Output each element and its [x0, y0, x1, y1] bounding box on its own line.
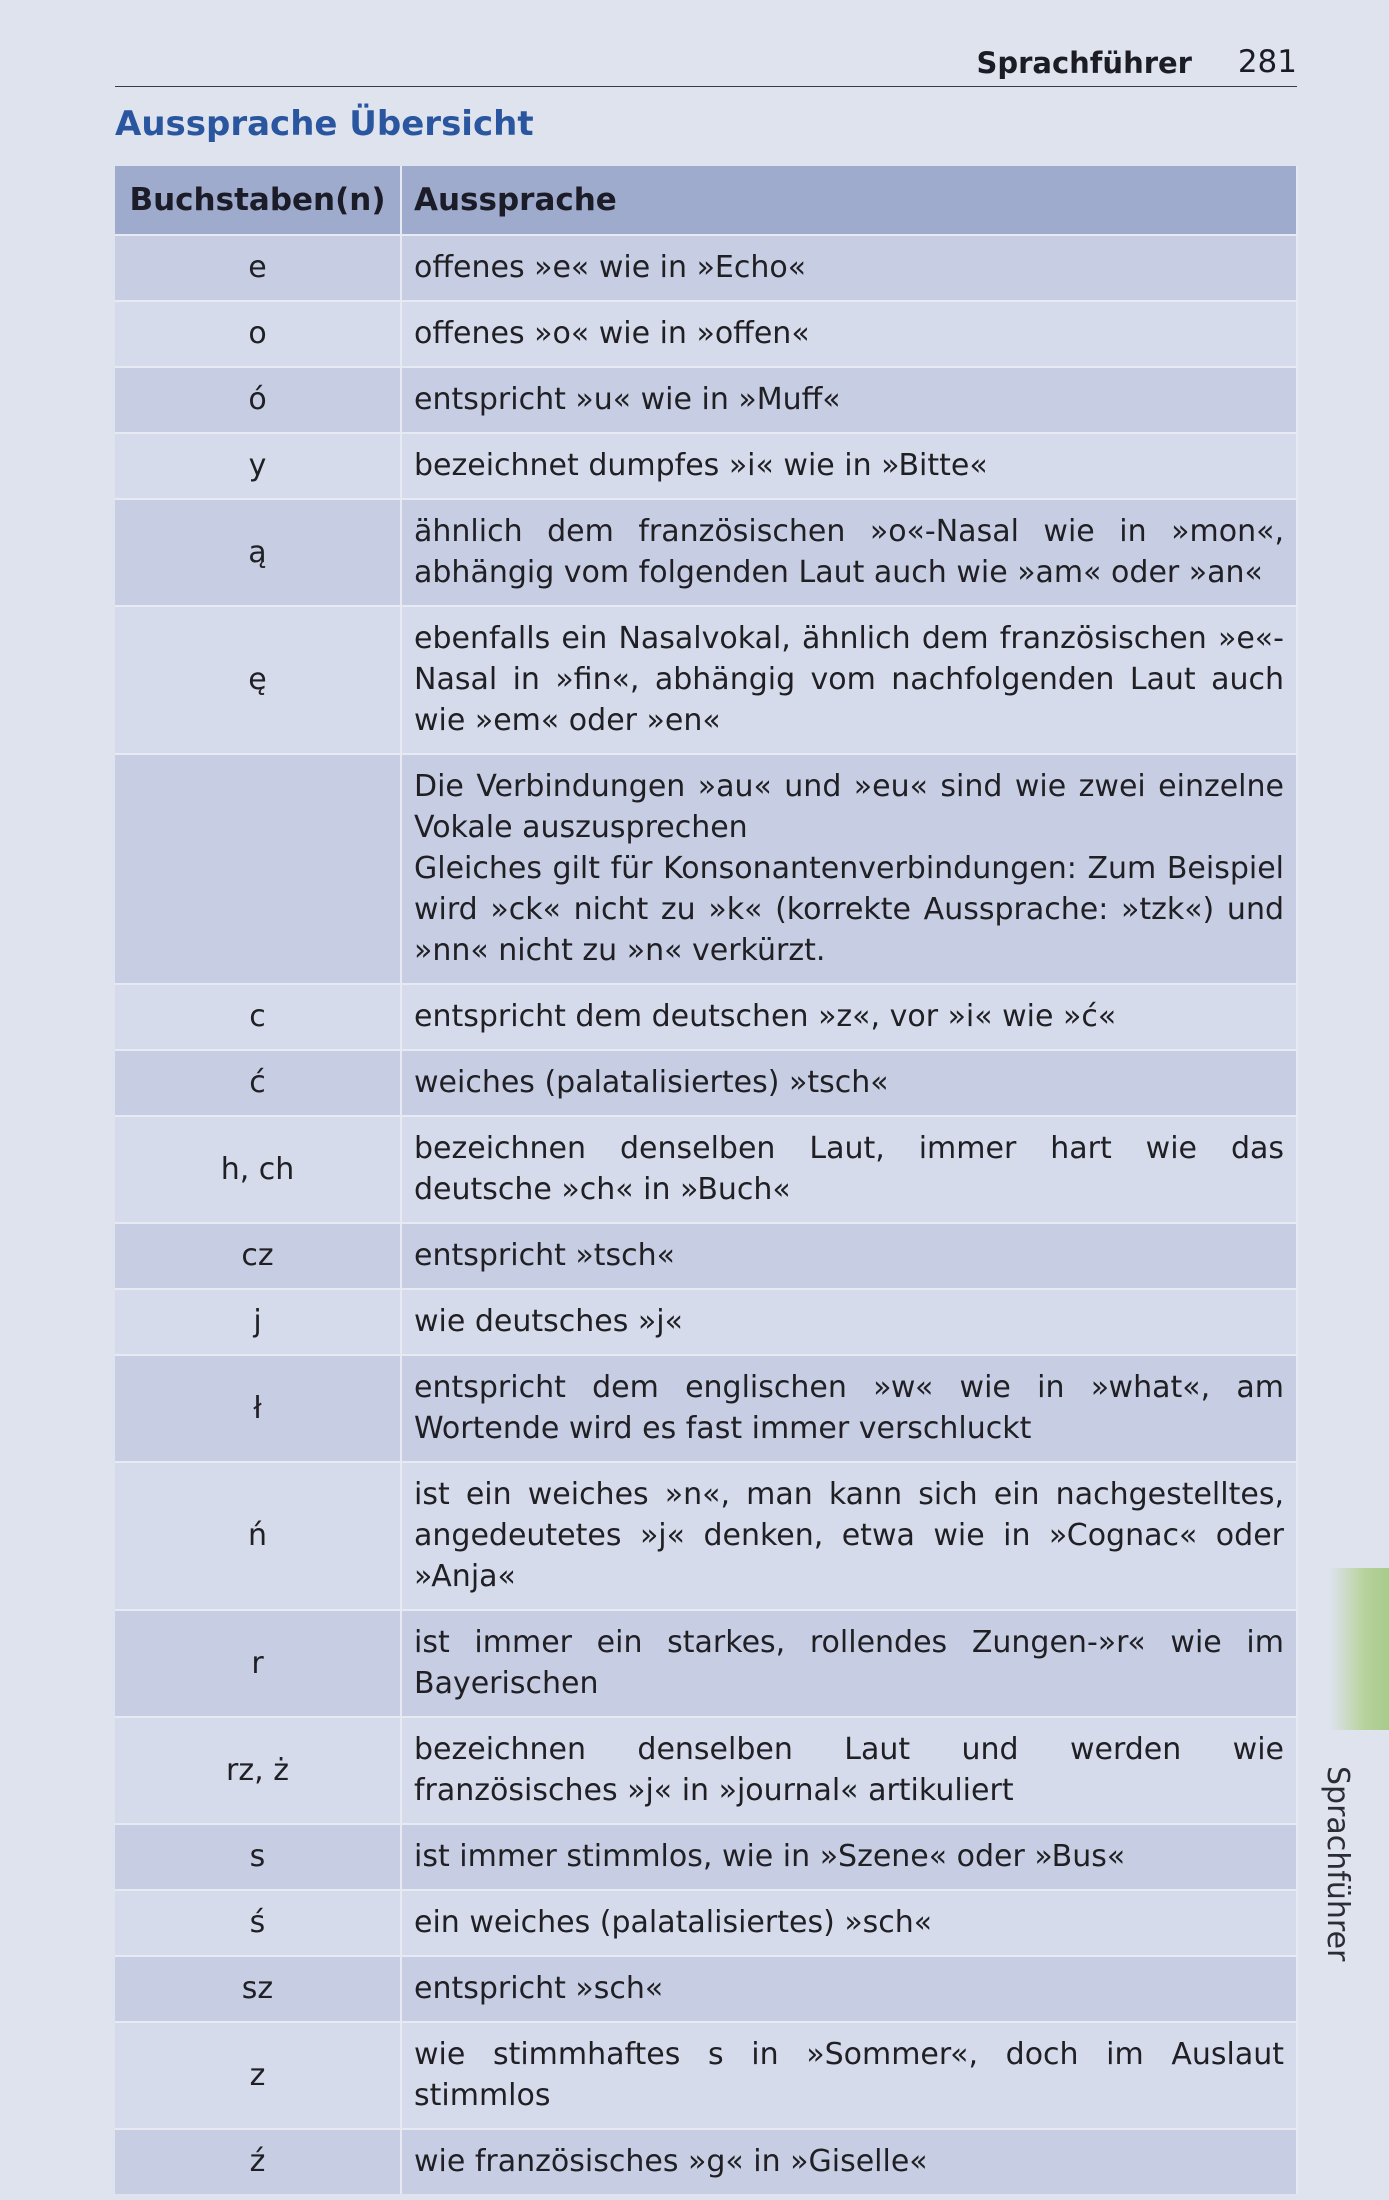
table-row	[115, 984, 1297, 1050]
pronunciation-cell: ist ein weiches »n«, man kann sich ein nachgestelltes, angedeutetes »j« denken, etwa wie in »Cognac« oder »Anja«	[401, 1462, 1297, 1610]
table-row	[115, 1050, 1297, 1116]
letter-cell: sz	[115, 1956, 401, 2022]
letter-cell: h, ch	[115, 1116, 401, 1223]
table-row	[115, 1610, 1297, 1717]
table-row	[115, 1116, 1297, 1223]
pronunciation-cell: entspricht dem deutschen »z«, vor »i« wie »ć«	[401, 984, 1297, 1050]
letter-cell: ń	[115, 1462, 401, 1610]
page-number: 281	[1237, 44, 1297, 80]
table-row	[115, 1462, 1297, 1610]
column-header-letters: Buchstaben(n)	[115, 166, 401, 235]
running-header	[115, 40, 1297, 87]
table-row	[115, 1890, 1297, 1956]
table-header-row	[115, 166, 1297, 235]
table-row	[115, 367, 1297, 433]
pronunciation-cell: offenes »e« wie in »Echo«	[401, 235, 1297, 301]
table-row	[115, 235, 1297, 301]
table-row	[115, 301, 1297, 367]
table-body	[115, 235, 1297, 2194]
pronunciation-cell: ebenfalls ein Nasalvokal, ähnlich dem französischen »e«-Nasal in »fin«, abhängig vom nachfolgenden Laut auch wie »em« oder »en«	[401, 606, 1297, 754]
table-row	[115, 606, 1297, 754]
pronunciation-table	[115, 166, 1298, 2194]
letter-cell: r	[115, 1610, 401, 1717]
letter-cell: o	[115, 301, 401, 367]
table-row	[115, 499, 1297, 606]
pronunciation-cell: wie stimmhaftes s in »Sommer«, doch im Auslaut stimmlos	[401, 2022, 1297, 2129]
letter-cell: ź	[115, 2129, 401, 2194]
pronunciation-cell: ein weiches (palatalisiertes) »sch«	[401, 1890, 1297, 1956]
table-row	[115, 1223, 1297, 1289]
pronunciation-cell: entspricht »u« wie in »Muff«	[401, 367, 1297, 433]
pronunciation-cell: bezeichnen denselben Laut, immer hart wie das deutsche »ch« in »Buch«	[401, 1116, 1297, 1223]
pronunciation-cell: entspricht dem englischen »w« wie in »what«, am Wortende wird es fast immer verschluckt	[401, 1355, 1297, 1462]
side-tab-label: Sprachführer	[1320, 1766, 1355, 1962]
pronunciation-cell: bezeichnen denselben Laut und werden wie französisches »j« in »journal« artikuliert	[401, 1717, 1297, 1824]
table-row	[115, 1289, 1297, 1355]
letter-cell: j	[115, 1289, 401, 1355]
table-row	[115, 433, 1297, 499]
pronunciation-cell: wie deutsches »j«	[401, 1289, 1297, 1355]
letter-cell: ś	[115, 1890, 401, 1956]
table-row	[115, 1956, 1297, 2022]
letter-cell: y	[115, 433, 401, 499]
letter-cell: c	[115, 984, 401, 1050]
letter-cell: s	[115, 1824, 401, 1890]
pronunciation-cell: ist immer stimmlos, wie in »Szene« oder »Bus«	[401, 1824, 1297, 1890]
pronunciation-cell: entspricht »sch«	[401, 1956, 1297, 2022]
side-thumb-tab	[1329, 1568, 1389, 1730]
pronunciation-cell: weiches (palatalisiertes) »tsch«	[401, 1050, 1297, 1116]
table-row	[115, 2129, 1297, 2194]
letter-cell: ę	[115, 606, 401, 754]
letter-cell: ą	[115, 499, 401, 606]
table-row	[115, 2022, 1297, 2129]
letter-cell: ł	[115, 1355, 401, 1462]
letter-cell: ć	[115, 1050, 401, 1116]
table-row	[115, 1355, 1297, 1462]
pronunciation-cell: offenes »o« wie in »offen«	[401, 301, 1297, 367]
section-title: Aussprache Übersicht	[115, 104, 534, 144]
pronunciation-cell: ist immer ein starkes, rollendes Zungen-»r« wie im Bayerischen	[401, 1610, 1297, 1717]
letter-cell: ó	[115, 367, 401, 433]
letter-cell: z	[115, 2022, 401, 2129]
table-row	[115, 1824, 1297, 1890]
letter-cell: e	[115, 235, 401, 301]
header-section-title: Sprachführer	[976, 46, 1192, 80]
pronunciation-cell: ähnlich dem französischen »o«-Nasal wie in »mon«, abhängig vom folgenden Laut auch wie »am« oder »an«	[401, 499, 1297, 606]
column-header-pronunciation: Aussprache	[401, 166, 1297, 235]
table-row	[115, 754, 1297, 984]
letter-cell	[115, 754, 401, 984]
pronunciation-cell: entspricht »tsch«	[401, 1223, 1297, 1289]
pronunciation-cell: wie französisches »g« in »Giselle«	[401, 2129, 1297, 2194]
table-row	[115, 1717, 1297, 1824]
letter-cell: cz	[115, 1223, 401, 1289]
letter-cell: rz, ż	[115, 1717, 401, 1824]
pronunciation-cell: Die Verbindungen »au« und »eu« sind wie zwei einzelne Vokale auszusprechen Gleiches gilt für Konsonantenverbindungen: Zum Beispiel wird »ck« nicht zu »k« (korrekte Aussprache: »tzk«) und »nn« nicht zu »n« verkürzt.	[401, 754, 1297, 984]
pronunciation-cell: bezeichnet dumpfes »i« wie in »Bitte«	[401, 433, 1297, 499]
